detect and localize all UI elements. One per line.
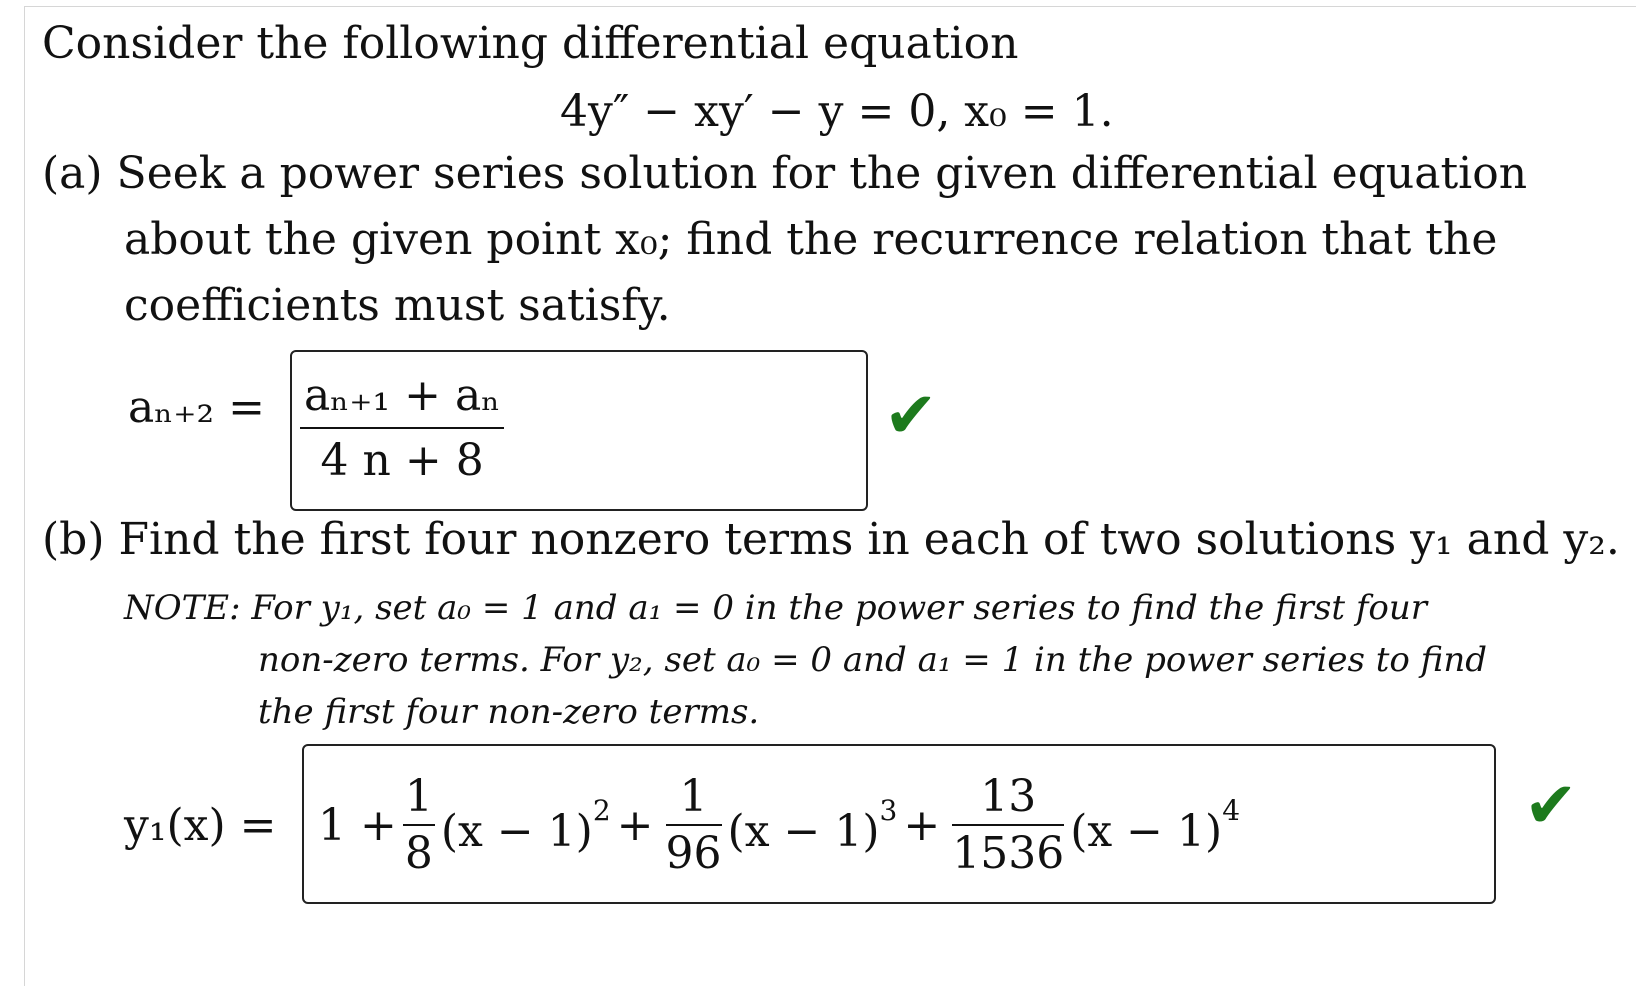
binomial-base: (x − 1) [440,805,593,857]
fraction-denominator: 1536 [952,828,1065,879]
coefficient-fraction-1 [403,771,435,879]
fraction-numerator: 1 [679,771,708,822]
plus-sign: + [903,799,941,851]
problem-intro: Consider the following differential equation [42,18,1019,69]
power-term-2 [728,794,898,857]
y1-lhs: y₁(x) = [124,800,277,851]
exponent: 2 [592,793,611,827]
y1-answer-expression [318,770,1240,880]
exponent: 3 [879,793,898,827]
part-a-prompt-line-2: about the given point x₀; find the recurrence relation that the [124,214,1498,265]
binomial-base: (x − 1) [1070,805,1223,857]
part-b-note-line-2: non-zero terms. For y₂, set a₀ = 0 and a₁ = 1 in the power series to find [258,640,1487,680]
part-b-prompt: (b) Find the first four nonzero terms in each of two solutions y₁ and y₂. [42,514,1620,565]
power-term-1 [441,794,611,857]
part-a-prompt-line-1: (a) Seek a power series solution for the given differential equation [42,148,1528,199]
plus-sign: + [616,799,654,851]
part-b-note-line-3: the first four non-zero terms. [258,692,760,732]
recurrence-lhs: aₙ₊₂ = [128,382,265,433]
recurrence-numerator: aₙ₊₁ + aₙ [304,370,501,421]
recurrence-answer-fraction [300,370,504,486]
binomial-base: (x − 1) [727,805,880,857]
part-b-note-line-1: NOTE: For y₁, set a₀ = 1 and a₁ = 0 in the power series to find the first four [124,588,1428,628]
fraction-numerator: 1 [404,771,433,822]
fraction-denominator: 8 [404,828,433,879]
recurrence-denominator: 4 n + 8 [320,435,484,486]
correct-check-icon: ✔ [884,379,938,453]
correct-check-icon: ✔ [1524,769,1578,843]
coefficient-fraction-3 [952,771,1064,879]
constant-term: 1 + [318,799,397,851]
coefficient-fraction-2 [666,771,722,879]
fraction-numerator: 13 [980,771,1037,822]
power-term-3 [1070,794,1240,857]
fraction-denominator: 96 [665,828,722,879]
part-a-prompt-line-3: coefficients must satisfy. [124,280,671,331]
exponent: 4 [1222,793,1241,827]
differential-equation: 4y″ − xy′ − y = 0, x₀ = 1. [560,86,1114,137]
